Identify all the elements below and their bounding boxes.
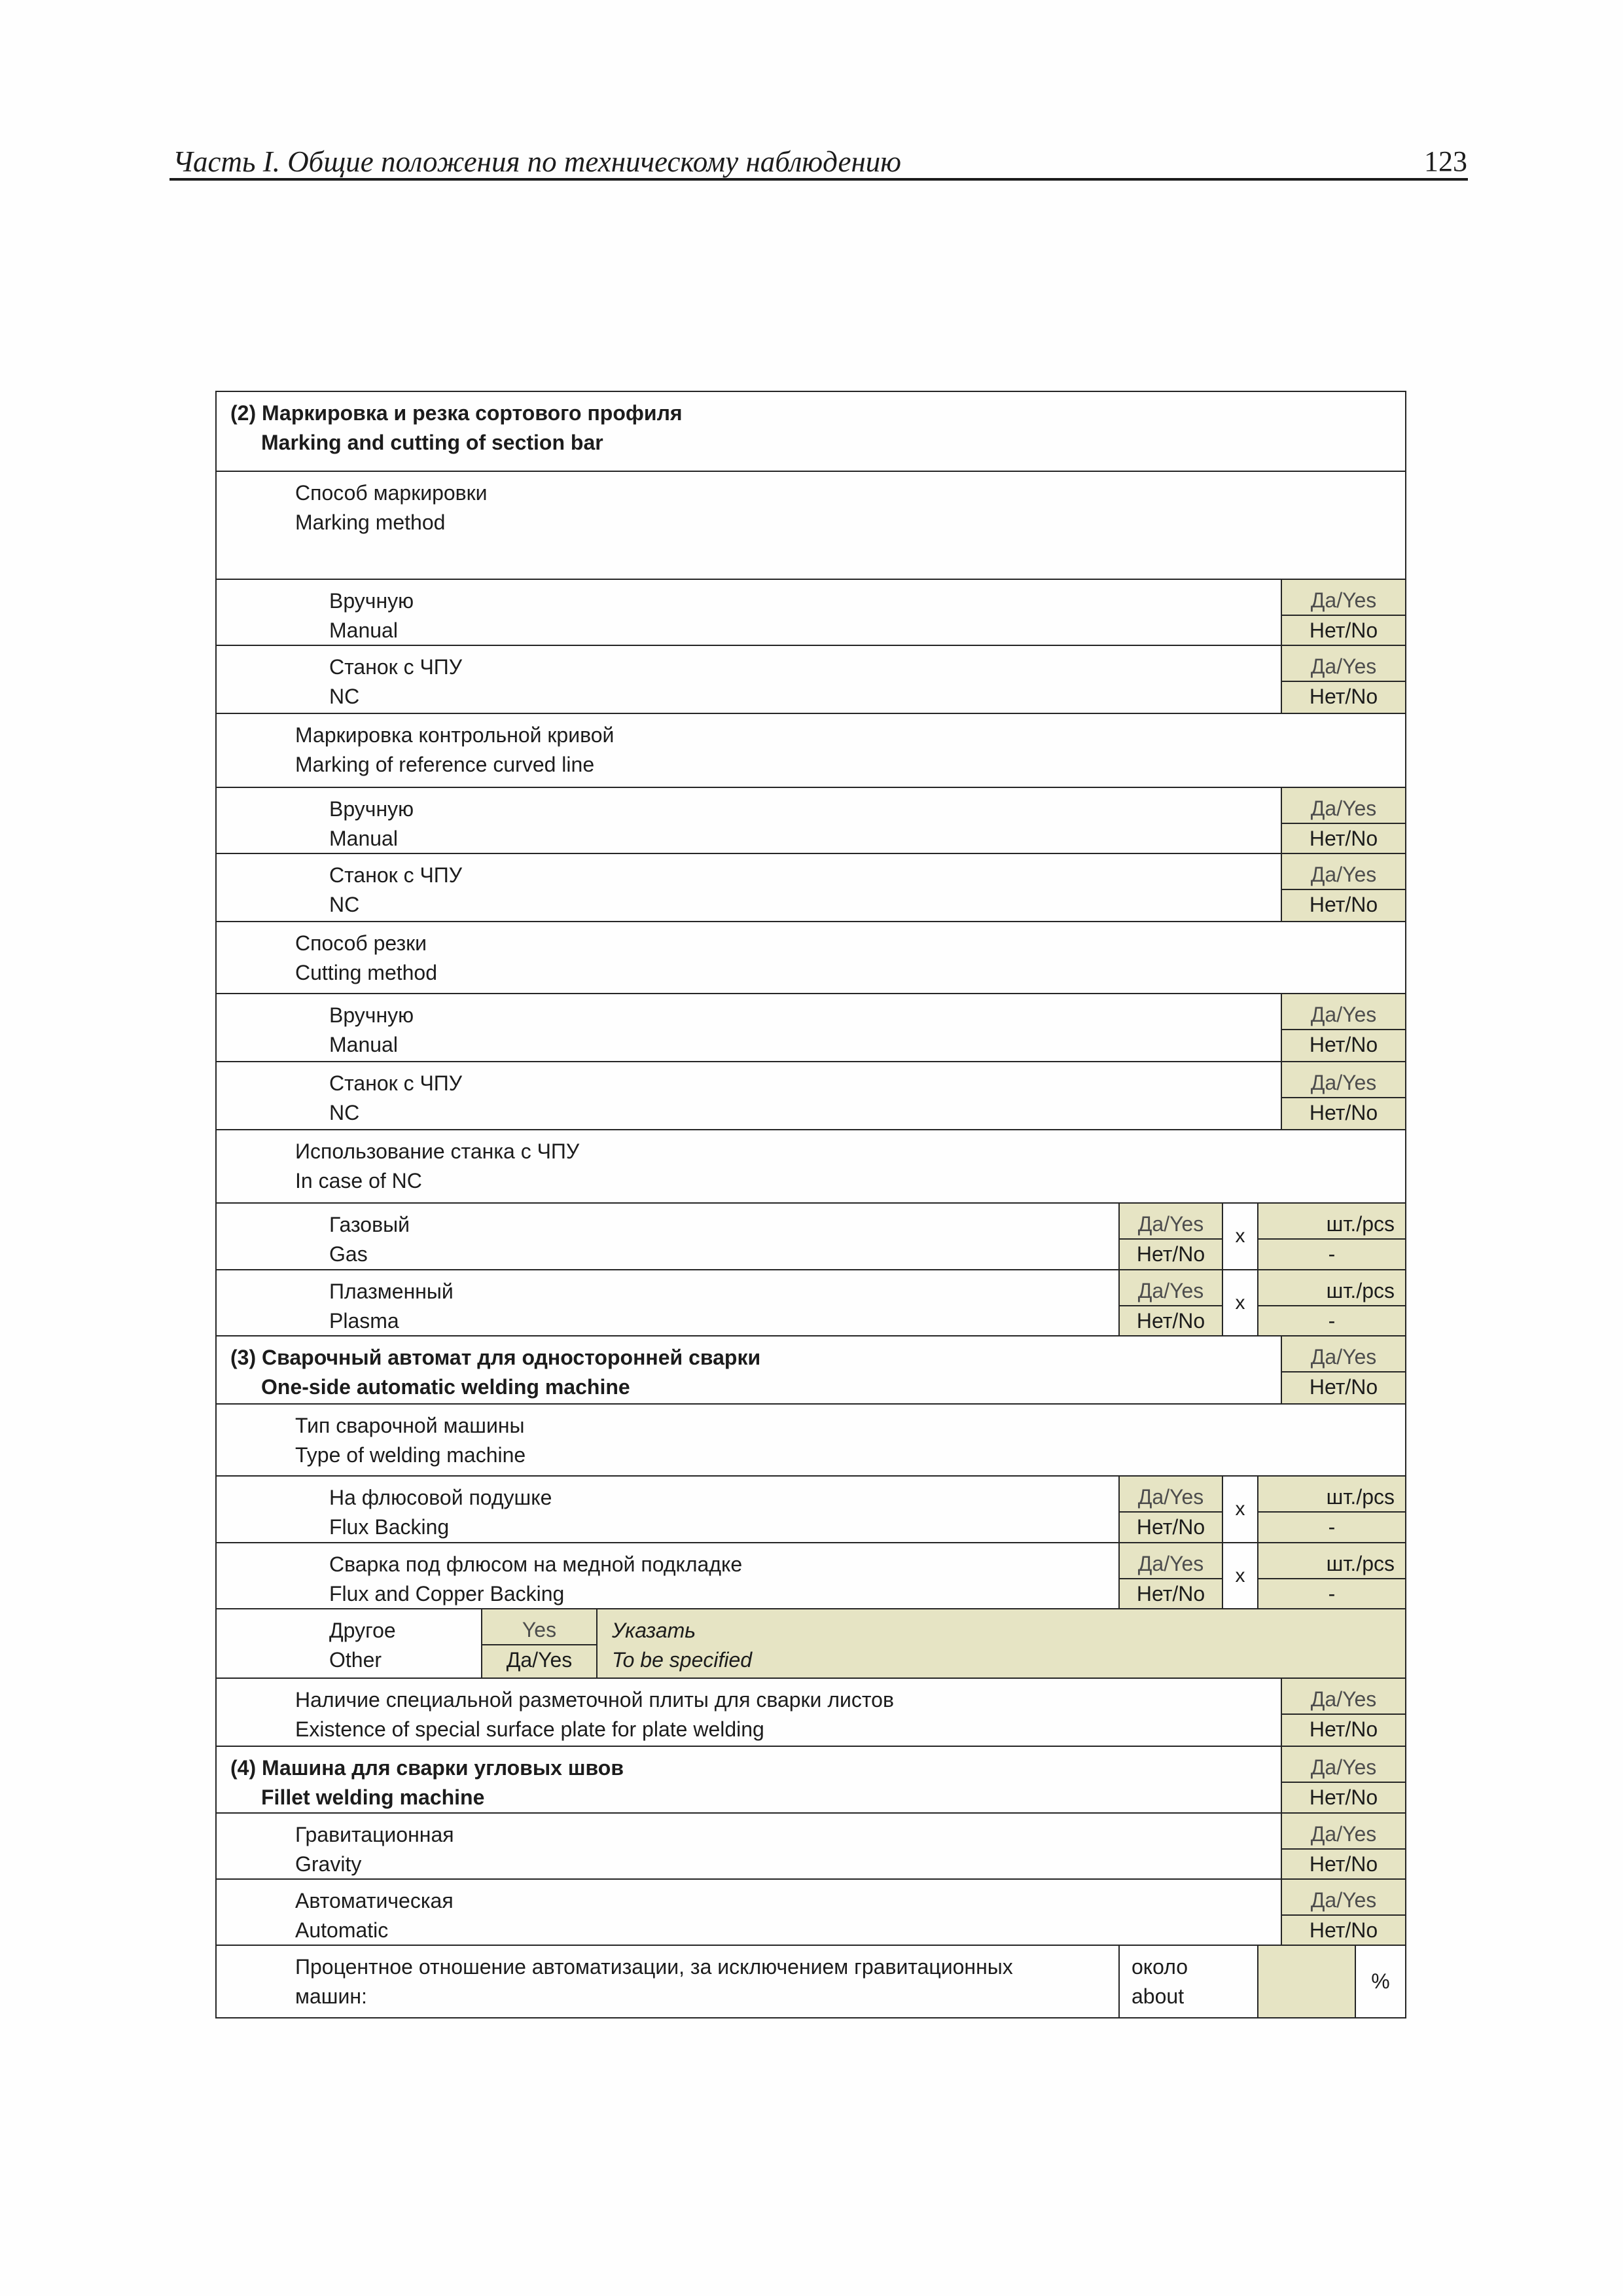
quantity-value[interactable]: - bbox=[1328, 1242, 1336, 1266]
option-yes[interactable]: Да/Yes bbox=[1120, 1276, 1222, 1306]
option-yes[interactable]: Да/Yes bbox=[1282, 651, 1405, 682]
machine-type-row bbox=[217, 1403, 1405, 1475]
label-ru: Сварка под флюсом на медной подкладке bbox=[329, 1552, 743, 1576]
yes-no-field bbox=[1281, 1880, 1405, 1945]
section-3-title-ru: (3) Сварочный автомат для односторонней сварки bbox=[230, 1346, 761, 1369]
option-yes[interactable]: Да/Yes bbox=[1282, 585, 1405, 616]
option-no[interactable]: Нет/No bbox=[1136, 1582, 1205, 1605]
option-no[interactable]: Нет/No bbox=[1309, 827, 1378, 850]
label-ru: Тип сварочной машины bbox=[295, 1414, 525, 1437]
yes-no-field bbox=[1281, 1336, 1405, 1403]
option-yes[interactable]: Да/Yes bbox=[1282, 1342, 1405, 1372]
about-label bbox=[1132, 1952, 1188, 2011]
option-yes[interactable]: Да/Yes bbox=[1282, 793, 1405, 824]
inspection-form-table bbox=[215, 391, 1406, 2018]
label-line-2: машин: bbox=[295, 1984, 367, 2008]
automatic-row bbox=[217, 1878, 1405, 1945]
label-en: Plasma bbox=[329, 1309, 399, 1333]
option-no[interactable]: Нет/No bbox=[1309, 685, 1378, 708]
label-ru: Газовый bbox=[329, 1213, 410, 1236]
option-no[interactable]: Нет/No bbox=[1136, 1242, 1205, 1266]
label-en: Manual bbox=[329, 827, 398, 850]
option-yes[interactable]: Да/Yes bbox=[1120, 1482, 1222, 1513]
section-3-header-row bbox=[217, 1335, 1405, 1403]
label-ru: Наличие специальной разметочной плиты для сварки листов bbox=[295, 1688, 894, 1712]
plasma-label bbox=[329, 1277, 454, 1336]
label-en: Flux Backing bbox=[329, 1515, 450, 1539]
yes-no-field bbox=[1281, 1679, 1405, 1746]
multiply-sign: x bbox=[1222, 1477, 1257, 1542]
nc-usage-row bbox=[217, 1129, 1405, 1202]
reference-manual-row bbox=[217, 787, 1405, 853]
flux-copper-backing-label bbox=[329, 1550, 742, 1609]
label-en: Marking of reference curved line bbox=[295, 753, 595, 776]
surface-plate-label bbox=[295, 1685, 894, 1744]
quantity-field bbox=[1257, 1543, 1405, 1608]
yes-no-field bbox=[1281, 788, 1405, 853]
quantity-field bbox=[1257, 1204, 1405, 1269]
option-yes[interactable]: Да/Yes bbox=[1282, 1684, 1405, 1715]
machine-type-label bbox=[295, 1411, 526, 1470]
yes-no-field bbox=[1118, 1477, 1222, 1542]
label-ru: На флюсовой подушке bbox=[329, 1486, 552, 1509]
automation-ratio-label bbox=[295, 1952, 1013, 2011]
section-2-title bbox=[230, 399, 683, 457]
label-en: Type of welding machine bbox=[295, 1443, 526, 1467]
label-en: NC bbox=[329, 685, 360, 708]
pcs-unit-label: шт./pcs bbox=[1258, 1276, 1405, 1306]
reference-manual-label bbox=[329, 795, 414, 853]
section-2-title-en: Marking and cutting of section bar bbox=[261, 431, 603, 454]
cutting-manual-label bbox=[329, 1001, 414, 1060]
section-3-title-en: One-side automatic welding machine bbox=[261, 1375, 630, 1399]
label-ru: Станок с ЧПУ bbox=[329, 655, 463, 679]
label-en: Gas bbox=[329, 1242, 368, 1266]
quantity-value[interactable]: - bbox=[1328, 1582, 1336, 1605]
nc-usage-label bbox=[295, 1137, 579, 1196]
marking-method-label bbox=[295, 478, 488, 537]
section-4-title bbox=[230, 1753, 624, 1812]
section-2-title-ru: (2) Маркировка и резка сортового профиля bbox=[230, 401, 683, 425]
label-en: NC bbox=[329, 1101, 360, 1124]
label-ru: Вручную bbox=[329, 797, 414, 821]
plasma-cutting-row bbox=[217, 1269, 1405, 1335]
option-yes[interactable]: Да/Yes bbox=[1282, 859, 1405, 890]
multiply-sign: x bbox=[1222, 1204, 1257, 1269]
surface-plate-row bbox=[217, 1677, 1405, 1746]
flux-backing-row bbox=[217, 1475, 1405, 1542]
cutting-manual-row bbox=[217, 993, 1405, 1061]
label-ru: Способ резки bbox=[295, 931, 427, 955]
flux-copper-backing-row bbox=[217, 1542, 1405, 1608]
option-yes[interactable]: Да/Yes bbox=[1282, 999, 1405, 1030]
specify-hint bbox=[612, 1616, 752, 1675]
option-no[interactable]: Нет/No bbox=[1309, 893, 1378, 916]
label-en: Cutting method bbox=[295, 961, 438, 984]
page-number: 123 bbox=[1424, 145, 1467, 177]
running-header bbox=[173, 144, 1467, 179]
option-yes[interactable]: Да/Yes bbox=[1282, 1067, 1405, 1098]
yes-no-field bbox=[1118, 1270, 1222, 1335]
quantity-field bbox=[1257, 1270, 1405, 1335]
multiply-sign: x bbox=[1222, 1543, 1257, 1608]
marking-nc-row bbox=[217, 645, 1405, 713]
label-line-1: Процентное отношение автоматизации, за исключением гравитационных bbox=[295, 1955, 1013, 1979]
yes-no-field bbox=[1281, 1814, 1405, 1878]
multiply-sign: x bbox=[1222, 1270, 1257, 1335]
section-3-title bbox=[230, 1343, 760, 1402]
label-ru: Станок с ЧПУ bbox=[329, 1071, 463, 1095]
label-ru: Вручную bbox=[329, 1003, 414, 1027]
option-yes[interactable]: Да/Yes bbox=[1282, 1819, 1405, 1850]
reference-curve-label bbox=[295, 721, 614, 780]
label-ru: Станок с ЧПУ bbox=[329, 863, 463, 887]
quantity-value[interactable]: - bbox=[1328, 1515, 1336, 1539]
option-yes-en[interactable]: Yes bbox=[482, 1615, 596, 1645]
label-ru: Автоматическая bbox=[295, 1889, 454, 1912]
label-ru: Другое bbox=[329, 1619, 396, 1642]
label-ru: Вручную bbox=[329, 589, 414, 613]
option-yes[interactable]: Да/Yes bbox=[1120, 1209, 1222, 1240]
yes-no-field bbox=[1281, 854, 1405, 921]
other-type-row bbox=[217, 1608, 1405, 1677]
yes-no-field bbox=[1281, 646, 1405, 713]
label-en: Marking method bbox=[295, 511, 446, 534]
quantity-field bbox=[1257, 1477, 1405, 1542]
label-en: Flux and Copper Backing bbox=[329, 1582, 565, 1605]
label-ru: Использование станка с ЧПУ bbox=[295, 1139, 580, 1163]
label-en: Manual bbox=[329, 619, 398, 642]
chapter-title: Часть I. Общие положения по техническому наблюдению bbox=[173, 145, 902, 178]
section-4-title-ru: (4) Машина для сварки угловых швов bbox=[230, 1756, 624, 1780]
option-no[interactable]: Нет/No bbox=[1309, 1918, 1378, 1942]
option-no[interactable]: Нет/No bbox=[1136, 1309, 1205, 1333]
label-ru: Плазменный bbox=[329, 1280, 454, 1303]
cutting-nc-row bbox=[217, 1061, 1405, 1129]
label-en: Automatic bbox=[295, 1918, 389, 1942]
option-yes[interactable]: Да/Yes bbox=[1120, 1549, 1222, 1579]
automation-ratio-row bbox=[217, 1945, 1405, 2017]
about-en: about bbox=[1132, 1984, 1185, 2008]
specify-hint-ru: Указать bbox=[612, 1619, 696, 1642]
header-rule bbox=[169, 178, 1468, 181]
pcs-unit-label: шт./pcs bbox=[1258, 1549, 1405, 1579]
other-specify-field[interactable] bbox=[596, 1609, 1405, 1677]
percentage-input[interactable] bbox=[1257, 1946, 1355, 2017]
label-en: In case of NC bbox=[295, 1169, 422, 1193]
section-4-header-row bbox=[217, 1746, 1405, 1812]
other-label bbox=[329, 1616, 396, 1675]
option-no[interactable]: Нет/No bbox=[1309, 1717, 1378, 1741]
yes-no-field bbox=[1281, 1747, 1405, 1812]
reference-curve-row bbox=[217, 713, 1405, 787]
option-yes[interactable]: Да/Yes bbox=[1282, 1885, 1405, 1916]
label-en: Manual bbox=[329, 1033, 398, 1056]
label-ru: Способ маркировки bbox=[295, 481, 488, 505]
option-yes[interactable]: Да/Yes bbox=[1282, 1752, 1405, 1783]
cutting-method-label bbox=[295, 929, 437, 988]
yes-no-field bbox=[1281, 1062, 1405, 1129]
gas-cutting-row bbox=[217, 1202, 1405, 1269]
label-en: Existence of special surface plate for plate welding bbox=[295, 1717, 764, 1741]
about-cell bbox=[1118, 1946, 1257, 2017]
pcs-unit-label: шт./pcs bbox=[1258, 1209, 1405, 1240]
option-no[interactable]: Нет/No bbox=[1136, 1515, 1205, 1539]
percent-unit: % bbox=[1355, 1946, 1405, 2017]
automatic-label bbox=[295, 1886, 454, 1945]
label-ru: Гравитационная bbox=[295, 1823, 454, 1846]
about-ru: около bbox=[1132, 1955, 1188, 1979]
section-2-header-row bbox=[217, 392, 1405, 471]
option-no[interactable]: Нет/No bbox=[1309, 1852, 1378, 1876]
cutting-method-row bbox=[217, 921, 1405, 993]
option-no[interactable]: Нет/No bbox=[1309, 1785, 1378, 1809]
quantity-value[interactable]: - bbox=[1328, 1309, 1336, 1333]
reference-nc-label bbox=[329, 861, 462, 920]
marking-nc-label bbox=[329, 653, 462, 711]
option-no[interactable]: Нет/No bbox=[1309, 1033, 1378, 1056]
marking-method-row bbox=[217, 471, 1405, 579]
specify-hint-en: To be specified bbox=[612, 1648, 753, 1672]
label-ru: Маркировка контрольной кривой bbox=[295, 723, 615, 747]
label-en: Other bbox=[329, 1648, 382, 1672]
gravity-row bbox=[217, 1812, 1405, 1878]
pcs-unit-label: шт./pcs bbox=[1258, 1482, 1405, 1513]
yes-no-field bbox=[1118, 1204, 1222, 1269]
gas-label bbox=[329, 1210, 410, 1269]
gravity-label bbox=[295, 1820, 454, 1879]
yes-no-field bbox=[1118, 1543, 1222, 1608]
cutting-nc-label bbox=[329, 1069, 462, 1128]
marking-manual-row bbox=[217, 579, 1405, 645]
option-no[interactable]: Нет/No bbox=[1309, 619, 1378, 642]
option-no[interactable]: Нет/No bbox=[1309, 1101, 1378, 1124]
label-en: Gravity bbox=[295, 1852, 362, 1876]
marking-manual-label bbox=[329, 586, 414, 645]
yes-no-field bbox=[1281, 580, 1405, 645]
option-yes-ru[interactable]: Да/Yes bbox=[506, 1648, 573, 1672]
yes-no-field bbox=[1281, 994, 1405, 1061]
reference-nc-row bbox=[217, 853, 1405, 921]
label-en: NC bbox=[329, 893, 360, 916]
other-yes-field bbox=[481, 1609, 596, 1677]
flux-backing-label bbox=[329, 1483, 552, 1542]
section-4-title-en: Fillet welding machine bbox=[261, 1785, 485, 1809]
option-no[interactable]: Нет/No bbox=[1309, 1375, 1378, 1399]
